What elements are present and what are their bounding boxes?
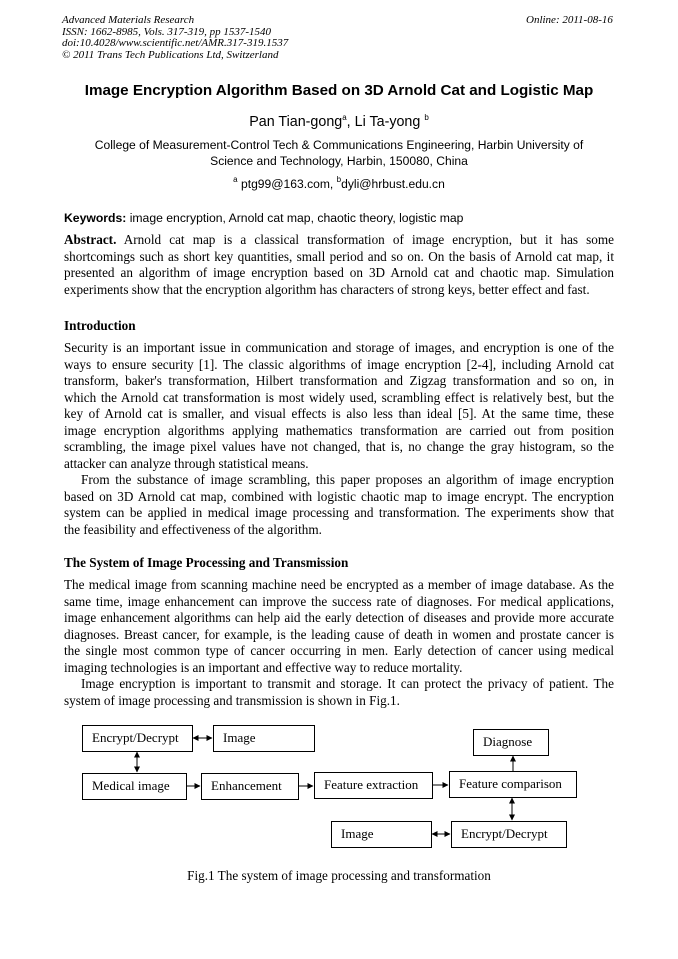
- system-section-body: [64, 577, 614, 709]
- system-line: image enhancement algorithms can help aid the early detection of diseases and provide more accurate: [64, 610, 614, 625]
- author-separator: ,: [346, 114, 355, 130]
- intro-line: From the substance of image scrambling, this paper proposes an algorithm of image encryption: [81, 472, 614, 487]
- journal-name: Advanced Materials Research: [62, 14, 195, 26]
- intro-line: key of Arnold cat is smaller, and visual effects is also less than ideal [5]. At the same time, these: [64, 406, 614, 421]
- affiliation-line-2: Science and Technology, Harbin, 150080, China: [210, 153, 468, 168]
- intro-line: Security is an important issue in communication and storage of images, and encryption is one of the: [64, 340, 614, 355]
- intro-line: transform, baker's transformation, Hilbert transformation and Zigzag transformation and so on, in: [64, 373, 614, 388]
- emails: [0, 175, 678, 191]
- paper-title: Image Encryption Algorithm Based on 3D Arnold Cat and Logistic Map: [84, 82, 594, 99]
- email-a: ptg99@163.com,: [241, 177, 337, 191]
- box-feature-comparison: Feature comparison: [449, 771, 577, 798]
- introduction-heading: Introduction: [64, 318, 136, 333]
- abstract: [64, 232, 614, 298]
- introduction-body: [64, 340, 614, 538]
- box-encrypt-decrypt-left: Encrypt/Decrypt: [82, 725, 193, 752]
- author-1-sup: a: [342, 113, 347, 122]
- author-2: Li Ta-yong: [354, 114, 421, 130]
- affiliation-line-1: College of Measurement-Control Tech & Communications Engineering, Harbin University of: [94, 138, 584, 152]
- author-1: Pan Tian-gong: [249, 114, 343, 130]
- email-b: dyli@hrbust.edu.cn: [341, 177, 445, 191]
- keywords: [64, 211, 463, 225]
- authors: [0, 113, 678, 130]
- box-image-top: Image: [213, 725, 315, 752]
- abstract-line: Arnold cat map is a classical transformation of image encryption, but it has some: [116, 232, 614, 247]
- box-image-bottom: Image: [331, 821, 432, 848]
- intro-line: image encryption algorithms applying mathematics transformation are carried out from position: [64, 422, 614, 438]
- online-date: Online: 2011-08-16: [526, 14, 613, 26]
- system-line: the single most common type of cancer occurring in men. Early detection of cancer using medical: [64, 643, 614, 658]
- system-line: diagnoses. Breast cancer, for example, is the leading cause of death in women and prostate cancer is: [64, 626, 614, 642]
- intro-line: based on 3D Arnold cat map, combined with logistic chaotic map to image encrypt. The encryption: [64, 488, 614, 504]
- intro-line: system can be applied in medical image processing and transformation. The experiments show that: [64, 505, 614, 520]
- abstract-line: shortcomings such as short key quantities, small period and so on. On the basis of Arnold cat map, it: [64, 248, 614, 264]
- author-2-sup: b: [424, 113, 429, 122]
- keywords-label: Keywords:: [64, 211, 127, 225]
- affiliation: [70, 138, 608, 169]
- abstract-label: Abstract.: [64, 232, 117, 247]
- system-line: The medical image from scanning machine need be encrypted as a member of image database. As the: [64, 577, 614, 592]
- email-a-sup: a: [233, 175, 238, 184]
- box-enhancement: Enhancement: [201, 773, 299, 800]
- box-feature-extraction: Feature extraction: [314, 772, 433, 799]
- abstract-line: experiments show that the encryption algorithm has characters of strong keys, better effect and fast.: [64, 281, 590, 297]
- issn: ISSN: 1662-8985, Vols. 317-319, pp 1537-1540: [62, 25, 271, 38]
- intro-line: attacker can analyze through statistical means.: [64, 455, 309, 471]
- abstract-line: presented an algorithm of image encryption based on 3D Arnold cat and chaotic map. Simulation: [64, 265, 614, 280]
- box-encrypt-decrypt-right: Encrypt/Decrypt: [451, 821, 567, 848]
- system-line: same time, image enhancement can improve the success rate of diagnoses. For medical applications,: [64, 593, 614, 609]
- doi: doi:10.4028/www.scientific.net/AMR.317-319.1537: [62, 37, 289, 49]
- keywords-text: image encryption, Arnold cat map, chaotic theory, logistic map: [126, 211, 464, 225]
- system-line: Image encryption is important to transmit and storage. It can protect the privacy of patient. The: [81, 676, 614, 691]
- journal-header: [62, 15, 288, 61]
- intro-line: the feasibility and effectiveness of the algorithm.: [64, 521, 322, 537]
- email-b-sup: b: [336, 175, 342, 184]
- intro-line: ways to ensure security [1]. The classic algorithms of image encryption [2-4], including Arnold cat: [64, 356, 614, 372]
- intro-line: scrambling, the image pixel values have not changed, that is, no change the gray histogram, so the: [64, 439, 614, 454]
- system-line: system of image processing and transmission is shown in Fig.1.: [64, 692, 400, 708]
- system-section-heading: The System of Image Processing and Transmission: [64, 555, 349, 570]
- copyright: © 2011 Trans Tech Publications Ltd, Switzerland: [62, 48, 279, 61]
- box-medical-image: Medical image: [82, 773, 187, 800]
- system-line: imaging technologies is an important and effective way to reduce mortality.: [64, 659, 463, 675]
- intro-line: which the Arnold cat transformation is most widely used, scrambling effect is relatively best, but the: [64, 389, 614, 405]
- figure-caption: Fig.1 The system of image processing and transformation: [187, 868, 491, 883]
- box-diagnose: Diagnose: [473, 729, 549, 756]
